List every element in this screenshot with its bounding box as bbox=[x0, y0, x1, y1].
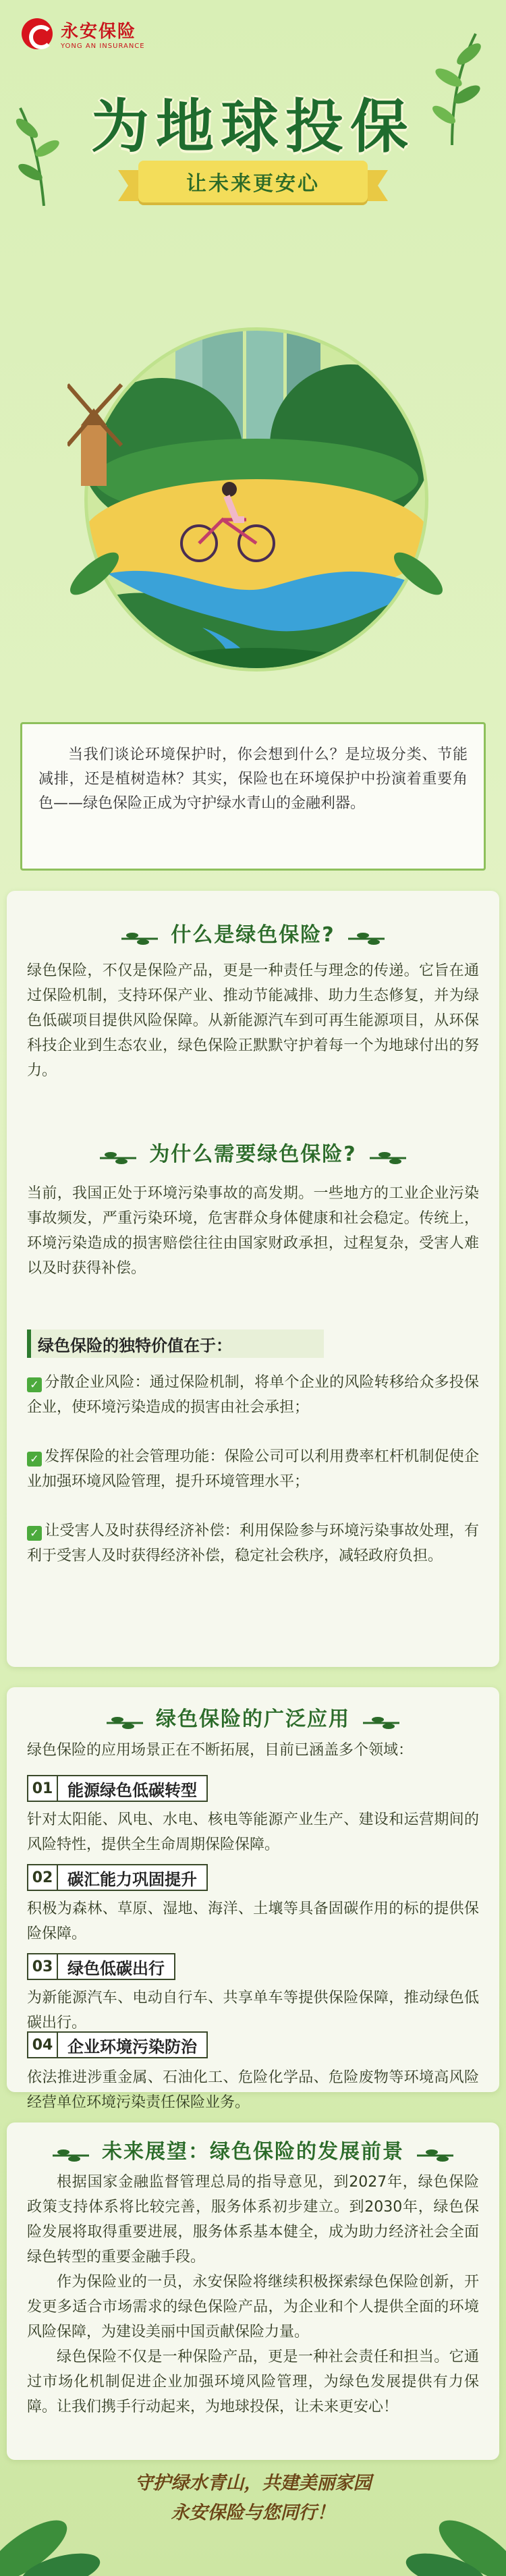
intro-text: 当我们谈论环境保护时，你会想到什么？是垃圾分类、节能减排，还是植树造林？其实，保险也在环境保护中扮演着重要角色——绿色保险正成为守护绿水青山的金融利器。 bbox=[38, 746, 468, 812]
item-number: 04 bbox=[28, 2033, 58, 2057]
value-item-text: 让受害人及时获得经济补偿：利用保险参与环境污染事故处理，有利于受害人及时获得经济补偿，稳定社会秩序，减轻政府负担。 bbox=[27, 1523, 479, 1564]
section2-body: 当前，我国正处于环境污染事故的高发期。一些地方的工业企业污染事故频发，严重污染环境，危害群众身体健康和社会稳定。传统上，环境污染造成的损害赔偿往往由国家财政承担，过程复杂，受害人难以及时获得补偿。 bbox=[27, 1185, 479, 1277]
content-panel bbox=[7, 2122, 499, 2460]
footer-line1: 守护绿水青山，共建美丽家园 bbox=[134, 2473, 372, 2494]
section1-title: 什么是绿色保险? bbox=[171, 923, 335, 947]
section4-title: 未来展望：绿色保险的发展前景 bbox=[102, 2140, 404, 2164]
item-label: 企业环境污染防治 bbox=[67, 2037, 197, 2056]
leaf-right-icon bbox=[368, 1151, 407, 1165]
item-label: 能源绿色低碳转型 bbox=[67, 1780, 197, 1800]
brand-logo bbox=[22, 18, 145, 50]
leaf-left-icon bbox=[105, 1716, 144, 1730]
leaf-right-icon bbox=[362, 1716, 401, 1730]
item-number: 03 bbox=[28, 1954, 58, 1979]
section1-body: 绿色保险，不仅是保险产品，更是一种责任与理念的传递。它旨在通过保险机制，支持环保产业、推动节能减排、助力生态修复，并为绿色低碳项目提供风险保障。从新能源汽车到可再生能源项目，从环保科技企业到生态农业，绿色保险正默默守护着每一个为地球付出的努力。 bbox=[27, 962, 479, 1079]
hero-title: 为地球投保 bbox=[91, 92, 415, 161]
leaf-left-icon bbox=[120, 932, 159, 946]
item-label: 碳汇能力巩固提升 bbox=[67, 1869, 197, 1889]
intro-box bbox=[20, 722, 486, 871]
brand-name-cn: 永安保险 bbox=[61, 22, 137, 42]
value-item-text: 分散企业风险：通过保险机制，将单个企业的风险转移给众多投保企业，使环境污染造成的损害由社会承担； bbox=[27, 1374, 479, 1416]
value-item bbox=[27, 1370, 479, 1420]
application-item-header bbox=[27, 2031, 208, 2058]
logo-mark-icon bbox=[22, 18, 53, 49]
leaf-left-icon bbox=[99, 1151, 138, 1165]
footer-slogan bbox=[0, 2469, 506, 2528]
value-title-bar bbox=[27, 1330, 324, 1358]
leaf-right-icon bbox=[416, 2149, 455, 2162]
checkmark-icon: ✓ bbox=[27, 1526, 42, 1541]
leaf-right-icon bbox=[347, 932, 386, 946]
outlook-paragraph: 绿色保险不仅是一种保险产品，更是一种社会责任和担当。它通过市场化机制促进企业加强环境风险管理，为绿色发展提供有力保障。让我们携手行动起来，为地球投保，让未来更安心！ bbox=[27, 2349, 479, 2415]
item-number: 01 bbox=[28, 1776, 58, 1801]
application-item-header bbox=[27, 1953, 175, 1980]
section2-title: 为什么需要绿色保险? bbox=[149, 1143, 357, 1166]
section-heading bbox=[7, 1702, 499, 1732]
outlook-paragraph: 作为保险业的一员，永安保险将继续积极探索绿色保险创新，开发更多适合市场需求的绿色保险产品，为企业和个人提供全面的环境风险保障，为建设美丽中国贡献保险力量。 bbox=[27, 2274, 479, 2340]
checkmark-icon: ✓ bbox=[27, 1377, 42, 1392]
outlook-paragraph: 根据国家金融监督管理总局的指导意见，到2027年，绿色保险政策支持体系将比较完善，服务体系初步建立。到2030年，绿色保险发展将取得重要进展，服务体系基本健全，成为助力经济社会全面绿色转型的重要金融手段。 bbox=[27, 2174, 479, 2266]
item-desc: 为新能源汽车、电动自行车、共享单车等提供保险保障，推动绿色低碳出行。 bbox=[27, 1990, 479, 2031]
value-title: 绿色保险的独特价值在于： bbox=[38, 1336, 232, 1355]
item-number: 02 bbox=[28, 1865, 58, 1890]
section3-title: 绿色保险的广泛应用 bbox=[156, 1707, 350, 1731]
hero-subtitle-ribbon bbox=[138, 161, 368, 202]
hero-subtitle: 让未来更安心 bbox=[186, 172, 320, 196]
green-globe-illustration bbox=[67, 223, 445, 736]
item-desc: 针对太阳能、风电、水电、核电等能源产业生产、建设和运营期间的风险特性，提供全生命周期保险保障。 bbox=[27, 1811, 479, 1853]
footer-line2: 永安保险与您同行！ bbox=[171, 2502, 335, 2523]
section-heading bbox=[7, 2135, 499, 2164]
content-panel bbox=[7, 891, 499, 1667]
application-item-header bbox=[27, 1864, 208, 1891]
item-desc: 积极为森林、草原、湿地、海洋、土壤等具备固碳作用的标的提供保险保障。 bbox=[27, 1900, 479, 1942]
brand-name-en: YONG AN INSURANCE bbox=[61, 43, 145, 50]
checkmark-icon: ✓ bbox=[27, 1452, 42, 1467]
value-item bbox=[27, 1518, 479, 1568]
item-desc: 依法推进涉重金属、石油化工、危险化学品、危险废物等环境高风险经营单位环境污染责任保险业务。 bbox=[27, 2069, 479, 2111]
item-label: 绿色低碳出行 bbox=[67, 1958, 165, 1978]
value-item bbox=[27, 1444, 479, 1494]
section3-intro: 绿色保险的应用场景正在不断拓展，目前已涵盖多个领域： bbox=[27, 1742, 414, 1759]
section-heading bbox=[7, 1137, 499, 1167]
section-heading bbox=[7, 918, 499, 948]
leaf-left-icon bbox=[51, 2149, 90, 2162]
value-item-text: 发挥保险的社会管理功能：保险公司可以利用费率杠杆机制促使企业加强环境风险管理，提升环境管理水平； bbox=[27, 1448, 479, 1490]
content-panel bbox=[7, 1687, 499, 2092]
application-item-header bbox=[27, 1775, 208, 1802]
